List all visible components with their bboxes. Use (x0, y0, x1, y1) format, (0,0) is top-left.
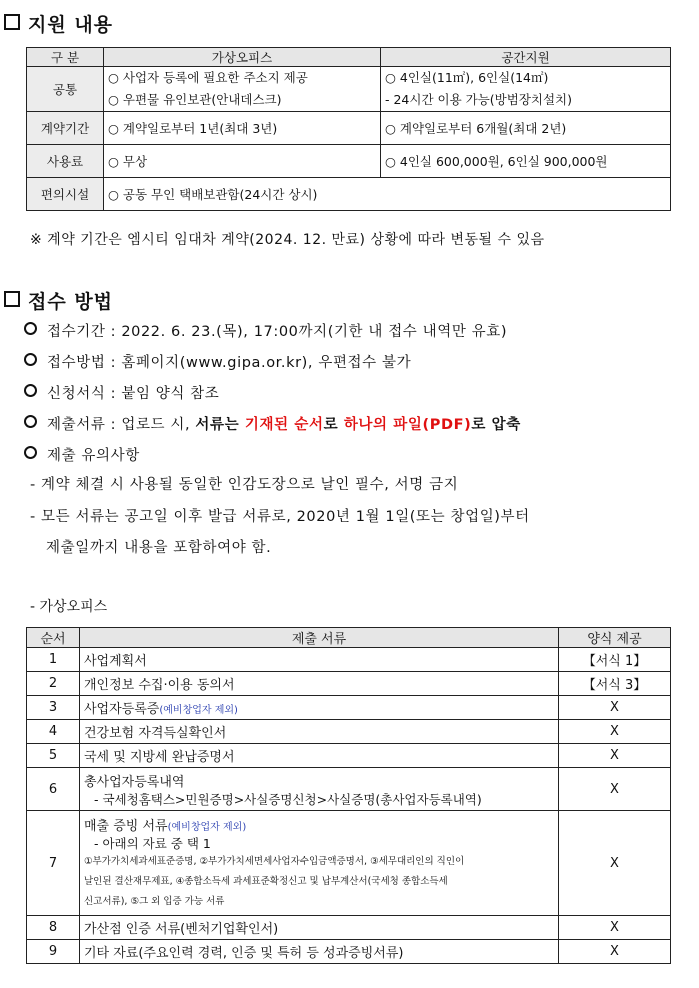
apply-form: 신청서식 : 붙임 양식 참조 (24, 382, 219, 403)
checkbox-bullet-icon (4, 14, 20, 30)
merged-cell: ○ 공동 무인 택배보관함(24시간 상시) (104, 178, 671, 211)
circle-bullet-icon (24, 415, 37, 428)
space-cell: ○ 4인실 600,000원, 6인실 900,000원 (381, 145, 671, 178)
table-row: 4 건강보험 자격득실확인서 X (27, 720, 671, 744)
row-category: 계약기간 (27, 112, 104, 145)
table-row: 8 가산점 인증 서류(벤처기업확인서) X (27, 916, 671, 940)
table-row: 7 매출 증빙 서류(예비창업자 제외) - 아래의 자료 중 택 1 ①부가가치세과세표준증명, ②부가가치세면세사업자수입금액증명서, ③세무대리인의 직인이 날인된 결산재무제표, ④종합소득세 과세표준확정신고 및 납부계산서(국세청 종합소득세 신고서류), ⑤그 외 입증 가능 서류 X (27, 811, 671, 916)
section-title-support: 지원 내용 (4, 10, 113, 37)
apply-method: 접수방법 : 홈페이지(www.gipa.or.kr), 우편접수 불가 (24, 351, 411, 372)
header-documents: 제출 서류 (80, 628, 559, 648)
header-space-support: 공간지원 (381, 48, 671, 67)
table-row: 9 기타 자료(주요인력 경력, 인증 및 특허 등 성과증빙서류) X (27, 940, 671, 964)
virtual-cell: ○ 무상 (104, 145, 381, 178)
circle-bullet-icon (24, 384, 37, 397)
header-order: 순서 (27, 628, 80, 648)
virtual-office-label: - 가상오피스 (30, 599, 108, 615)
documents-table (26, 627, 671, 964)
row-category: 공통 (27, 67, 104, 112)
table-row: 6 총사업자등록내역 - 국세청홈택스>민원증명>사실증명신청>사실증명(총사업자등록내역) X (27, 768, 671, 811)
header-category: 구 분 (27, 48, 104, 67)
apply-period: 접수기간 : 2022. 6. 23.(목), 17:00까지(기한 내 접수 내역만 유효) (24, 320, 507, 341)
header-virtual-office: 가상오피스 (104, 48, 381, 67)
caution-item: - 모든 서류는 공고일 이후 발급 서류로, 2020년 1월 1일(또는 창업일)부터 (30, 509, 530, 525)
caution-item-cont: 제출일까지 내용을 포함하여야 함. (46, 540, 272, 556)
table-row: 5 국세 및 지방세 완납증명서 X (27, 744, 671, 768)
apply-docs: 제출서류 : 업로드 시, 서류는 기재된 순서로 하나의 파일(PDF)로 압축 (24, 413, 521, 434)
table-row (27, 145, 671, 178)
table-row (27, 112, 671, 145)
circle-bullet-icon (24, 322, 37, 335)
caution-item: - 계약 체결 시 사용될 동일한 인감도장으로 날인 필수, 서명 금지 (30, 477, 459, 493)
row-category: 사용료 (27, 145, 104, 178)
contract-note: ※ 계약 기간은 엠시티 임대차 계약(2024. 12. 만료) 상황에 따라 변동될 수 있음 (30, 232, 545, 248)
table-row: 3 사업자등록증(예비창업자 제외) X (27, 696, 671, 720)
support-table (26, 47, 671, 211)
row-category: 편의시설 (27, 178, 104, 211)
table-row: 2 개인정보 수집·이용 동의서 【서식 3】 (27, 672, 671, 696)
virtual-cell: ○ 계약일로부터 1년(최대 3년) (104, 112, 381, 145)
checkbox-bullet-icon (4, 291, 20, 307)
virtual-cell: ○ 사업자 등록에 필요한 주소지 제공 ○ 우편물 유인보관(안내데스크) (104, 67, 381, 112)
header-form: 양식 제공 (559, 628, 671, 648)
section-title-apply: 접수 방법 (4, 287, 113, 314)
table-row (27, 178, 671, 211)
caution-title: 제출 유의사항 (24, 444, 140, 465)
space-cell: ○ 4인실(11㎡), 6인실(14㎡) - 24시간 이용 가능(방범장치설치) (381, 67, 671, 112)
table-row: 1 사업계획서 【서식 1】 (27, 648, 671, 672)
table-row (27, 67, 671, 112)
circle-bullet-icon (24, 353, 37, 366)
space-cell: ○ 계약일로부터 6개월(최대 2년) (381, 112, 671, 145)
circle-bullet-icon (24, 446, 37, 459)
